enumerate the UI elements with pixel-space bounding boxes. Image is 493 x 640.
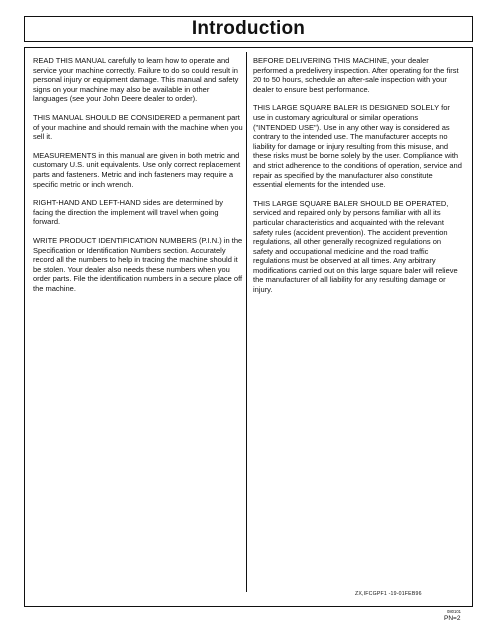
paragraph-measurements: MEASUREMENTS in this manual are given in both metric and customary U.S. unit equivalents. Use only correct replacement parts and fasteners. Metric and inch fasteners may require a specific metric or inch wrench.: [33, 150, 241, 189]
paragraph-manual-permanent: THIS MANUAL SHOULD BE CONSIDERED a permanent part of your machine and should remain with the machine when you sell it.: [33, 112, 243, 142]
title-bar: [24, 16, 473, 42]
paragraph-intended-use: THIS LARGE SQUARE BALER IS DESIGNED SOLELY for use in customary agricultural or similar operations ("INTENDED USE"). Use in any other way is considered as contrary to the intended use. The manufacturer accepts no liability for damage or injury resulting from this misuse, and these risks must be borne solely by the user. Compliance with and strict adherence to the conditions of operation, service and repair as specified by the manufacturer also constitute essential elements for the intended use.: [253, 103, 462, 190]
page-number: PN=2: [444, 615, 461, 622]
paragraph-operation-safety: THIS LARGE SQUARE BALER SHOULD BE OPERATED, serviced and repaired only by persons familiar with all its particular characteristics and acquainted with the relevant safety rules (accident prevention). The accident prevention regulations, all other generally recognized regulations on safety and occupational medicine and the road traffic regulations must be observed at all times. Any arbitrary modifications carried out on this large square baler will relieve the manufacturer of all liability for any resulting damage or injury.: [253, 198, 458, 295]
paragraph-right-left-hand: RIGHT-HAND AND LEFT-HAND sides are determined by facing the direction the implement will travel when going forward.: [33, 198, 224, 227]
page-title: Introduction: [191, 18, 306, 39]
paragraph-pin: WRITE PRODUCT IDENTIFICATION NUMBERS (P.I.N.) in the Specification or Identification Numbers section. Accurately record all the numbers to help in tracing the machine should it be stolen. Your dealer also needs these numbers when you order parts. File the identification numbers in a secure place off the machine.: [33, 235, 243, 293]
footer-reference: ZX,IFCGPF1 -19-01FEB96: [355, 591, 422, 597]
column-divider: [246, 52, 247, 592]
paragraph-predelivery: BEFORE DELIVERING THIS MACHINE, your dealer performed a predelivery inspection. After operating for the first 20 to 50 hours, schedule an after-sale inspection with your dealer to ensure best performance.: [253, 56, 459, 94]
left-column: [33, 56, 243, 302]
right-column: [253, 56, 463, 304]
footer-date: 080101: [447, 609, 461, 614]
paragraph-read-manual: READ THIS MANUAL carefully to learn how to operate and service your machine correctly. Failure to do so could result in personal injury or equipment damage. This manual and safety signs on your machine may also be available in other languages (see your John Deere dealer to order).: [33, 56, 239, 104]
